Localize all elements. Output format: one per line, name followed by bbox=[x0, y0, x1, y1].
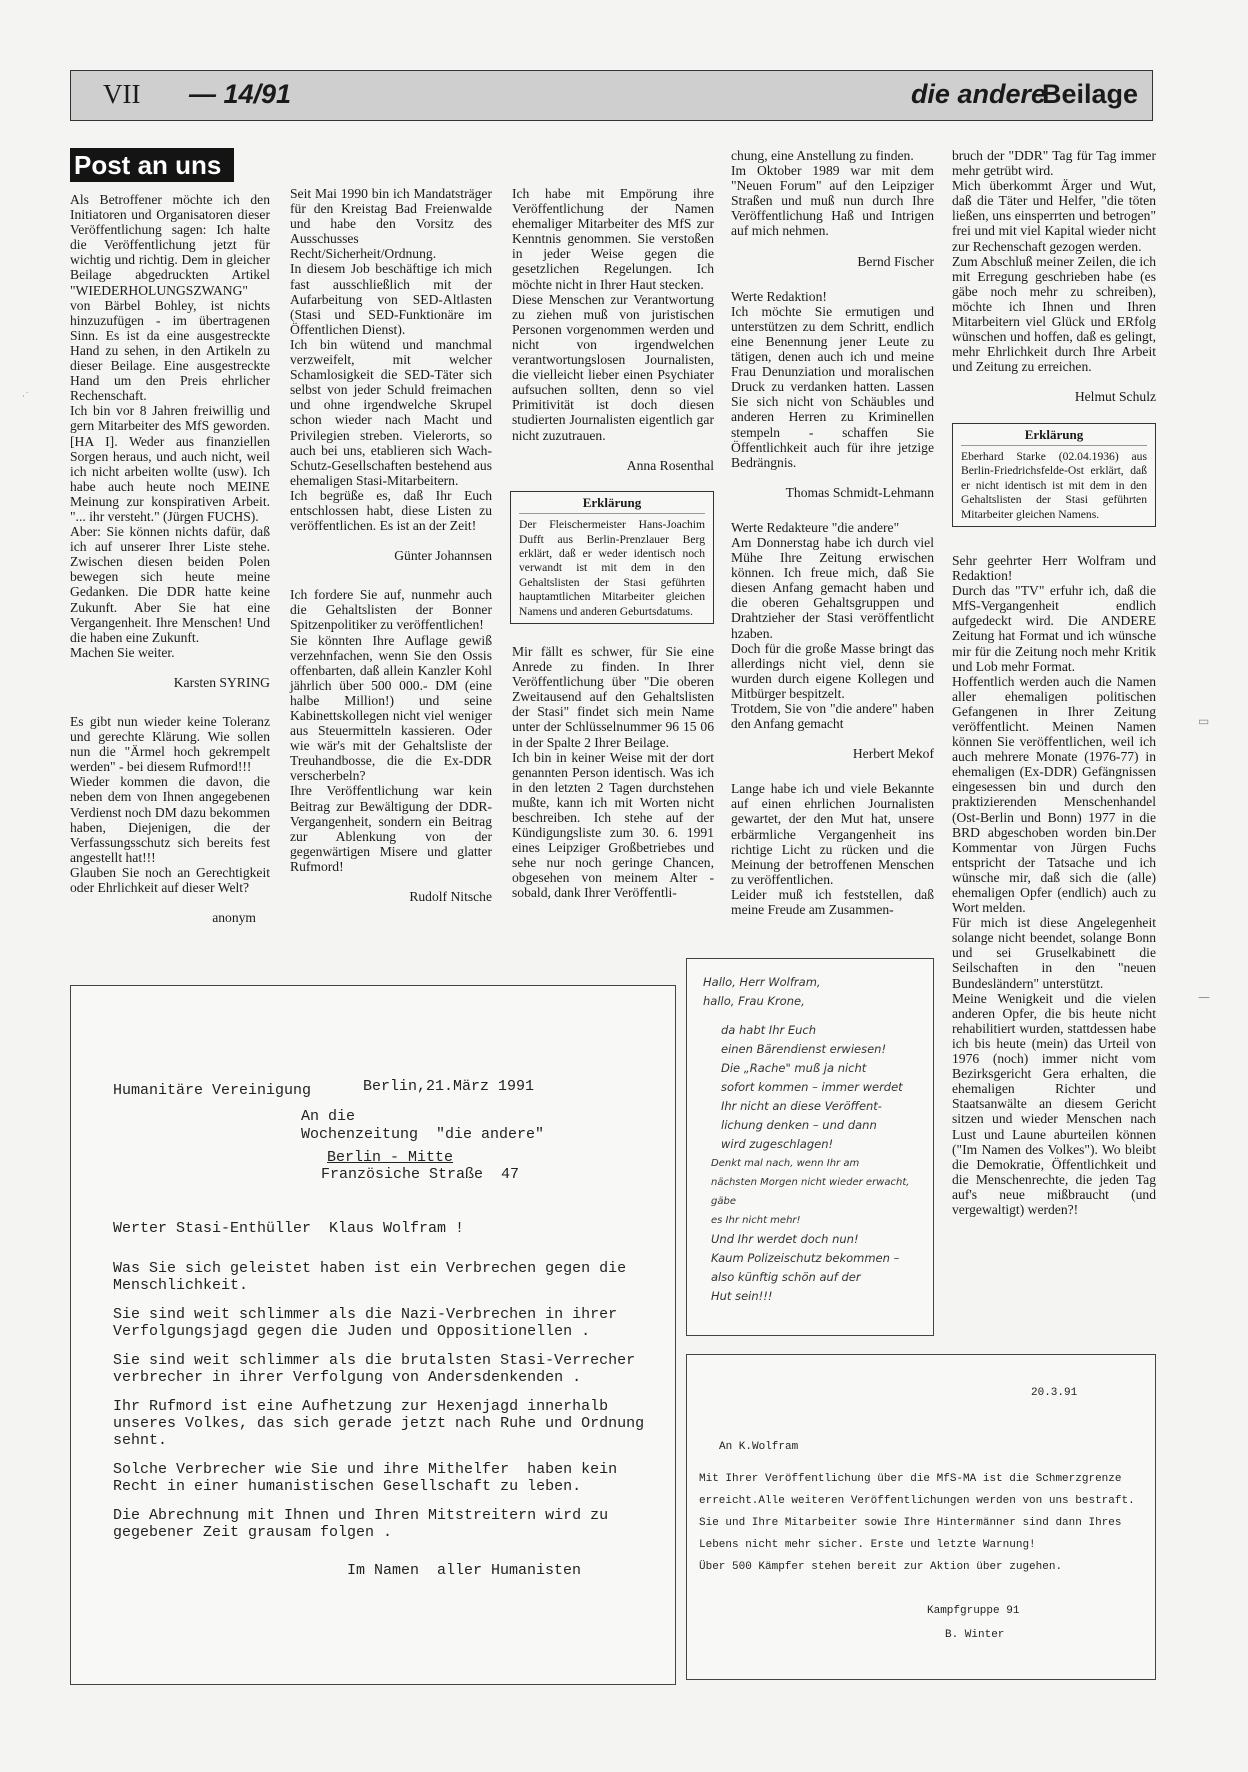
letter-line: verbrecher in ihrer Verfolgung von Andersdenkenden . bbox=[113, 1369, 582, 1386]
letter-org: Humanitäre Vereinigung bbox=[113, 1082, 312, 1099]
letter-line: sehnt. bbox=[113, 1432, 168, 1449]
letter-line: Über 500 Kämpfer stehen bereit zur Aktion über zugehen. bbox=[699, 1561, 1063, 1573]
declaration-text: Eberhard Starke (02.04.1936) aus Berlin-Friedrichsfelde-Ost erklärt, daß er nicht identisch ist mit dem in den Gehaltslisten der Stasi geführten Mitarbeiter gleichen Namens. bbox=[961, 449, 1147, 521]
letter-signature: Anna Rosenthal bbox=[626, 457, 714, 473]
letter-line: Ihr Rufmord ist eine Aufhetzung zur Hexenjagd innerhalb bbox=[113, 1398, 609, 1415]
note-line: Kaum Polizeischutz bekommen – bbox=[711, 1251, 900, 1265]
letter-signature: Thomas Schmidt-Lehmann bbox=[785, 484, 934, 500]
letter-signature: Günter Johannsen bbox=[394, 548, 492, 564]
declaration-text: Der Fleischermeister Hans-Joachim Dufft aus Berlin-Prenzlauer Berg erklärt, daß er weder identisch noch verwandt ist mit dem in den Gehaltslisten der Stasi geführten hauptamtlichen Mitarbeiter gleichen Namens und anderen Geburtsdatums. bbox=[519, 518, 705, 618]
letter-signature: Bernd Fischer bbox=[857, 253, 934, 269]
letter-text: chung, eine Anstellung zu finden. Im Oktober 1989 war mit dem "Neuen Forum" auf den Leipziger Straßen und muß nun durch Ihre Veröffentlichung Haß und Intrigen auf mich nehmen. bbox=[731, 148, 934, 239]
note-line: Hut sein!!! bbox=[711, 1289, 773, 1303]
letter-line: Sie sind weit schlimmer als die brutalsten Stasi-Verrecher bbox=[113, 1352, 636, 1369]
letter-line: Mit Ihrer Veröffentlichung über die MfS-MA ist die Schmerzgrenze bbox=[699, 1473, 1122, 1485]
column-1 bbox=[70, 192, 270, 943]
publication-name: die andere bbox=[910, 79, 1046, 109]
note-line: einen Bärendienst erwiesen! bbox=[721, 1042, 887, 1056]
letter-closing: Im Namen aller Humanisten bbox=[347, 1562, 582, 1579]
handwritten-note bbox=[686, 958, 934, 1336]
note-line: wird zugeschlagen! bbox=[721, 1137, 834, 1151]
letter-text: Ich fordere Sie auf, nunmehr auch die Gehaltslisten der Bonner Spitzenpolitiker zu veröffentlichen! Sie könnten Ihre Auflage gewiß verzehnfachen, wenn Sie den Ossis offenbarten, daß allein Kanzler Kohl jährlich über 500 000.- DM (eine halbe Million!) und seine Kabinettskollegen nicht viel weniger aus Steuermitteln kassieren. Oder wie wär's mit der Gehaltsliste der Treuhandbosse, die die Ex-DDR verscherbeln? Ihre Veröffentlichung war kein Beitrag zur Bewältigung der DDR-Vergangenheit, sondern ein Beitrag zur Ablenkung von der gegenwärtigen Misere und glatter Rufmord! bbox=[290, 587, 492, 874]
note-line: da habt Ihr Euch bbox=[721, 1023, 817, 1037]
letter-line: Die Abrechnung mit Ihnen und Ihren Mitstreitern wird zu bbox=[113, 1507, 609, 1524]
note-line: Die „Rache" muß ja nicht bbox=[721, 1061, 867, 1075]
note-line: Denkt mal nach, wenn Ihr am bbox=[711, 1158, 860, 1169]
letter-text: Seit Mai 1990 bin ich Mandatsträger für den Kreistag Bad Freienwalde und habe den Vorsitz des Ausschusses Recht/Sicherheit/Ordnung. In diesem Job beschäftige ich mich fast ausschließlich mit der Aufarbeitung von SED-Altlasten (Stasi und SED-Funktionäre im Öffentlichen Dienst). Ich bin wütend und manchmal verzweifelt, mit welcher Schamlosigkeit die SED-Täter sich selbst von jeder Schuld freimachen und ohne irgendwelche Skrupel schon wieder nach Macht und Privilegien streben. Vielerorts, so auch bei uns, etablieren sich Wach-Schutz-Gesellschaften bestehend aus ehemaligen Stasi-Mitarbeitern. Ich begrüße es, daß Ihr Euch entschlossen habt, diese Listen zu veröffentlichen. Es ist an der Zeit! bbox=[290, 186, 492, 534]
scan-mark: ·˙ bbox=[22, 392, 30, 402]
section-name: Beilage bbox=[1041, 79, 1138, 109]
note-line: sofort kommen – immer werdet bbox=[721, 1080, 903, 1094]
page-header bbox=[70, 70, 1153, 121]
note-line: Und Ihr werdet doch nun! bbox=[711, 1232, 859, 1246]
letter-signature: B. Winter bbox=[945, 1629, 1005, 1641]
letter-line: Verfolgungsjagd gegen die Juden und Oppositionellen . bbox=[113, 1323, 591, 1340]
letter-address: Wochenzeitung "die andere" bbox=[301, 1126, 545, 1143]
letter-to: An K.Wolfram bbox=[719, 1441, 799, 1453]
letter-signature: Kampfgruppe 91 bbox=[927, 1605, 1020, 1617]
letter-text: Lange habe ich und viele Bekannte auf einen ehrlichen Journalisten gewartet, der den Mut hat, unsere erbärmliche Vergangenheit ins richtige Licht zu rücken und die Meinung der betroffenen Menschen zu veröffentlichen. Leider muß ich feststellen, daß meine Freude am Zusammen- bbox=[731, 781, 934, 918]
letter-line: Solche Verbrecher wie Sie und ihre Mithelfer haben kein bbox=[113, 1461, 618, 1478]
letter-text: Ich habe mit Empörung ihre Veröffentlichung der Namen ehemaliger Mitarbeiter des MfS zur Kenntnis genommen. Sie verstoßen in jeder Weise gegen die gesetzlichen Regelungen. Ich möchte nicht in Ihrer Haut stecken. Diese Menschen zur Verantwortung zu ziehen muß von juristischen Personen vorgenommen werden und nicht von irgendwelchen verantwortungslosen Journalisten, die vielleicht lieber einen Psychiater aufsuchen sollten, denn so viel Primitivität ist doch diesen studierten Journalisten eigentlich gar nicht zuzutrauen. bbox=[512, 186, 714, 443]
letter-text: Werte Redakteure "die andere" Am Donnerstag habe ich durch viel Mühe Ihre Zeitung erwischen können. Ich freue mich, daß Sie diesen Anfang gemacht haben und die oberen Gehaltsgruppen und Drahtzieher der Stasi veröffentlicht hzaben. Doch für die große Masse bringt das allerdings nicht viel, denn sie wurden durch eigene Kollegen und Mitbürger bespitzelt. Trotdem, Sie von "die andere" haben den Anfang gemacht bbox=[731, 519, 934, 732]
letter-line: erreicht.Alle weiteren Veröffentlichungen werden von uns bestraft. bbox=[699, 1495, 1135, 1507]
issue-number: — 14/91 bbox=[189, 79, 292, 109]
note-line: lichung denken – und dann bbox=[721, 1118, 877, 1132]
letter-signature: Helmut Schulz bbox=[1074, 389, 1156, 405]
letter-line: Was Sie sich geleistet haben ist ein Verbrechen gegen die bbox=[113, 1260, 627, 1277]
letter-salutation: Werter Stasi-Enthüller Klaus Wolfram ! bbox=[113, 1220, 465, 1237]
letter-text: Als Betroffener möchte ich den Initiatoren und Organisatoren dieser Veröffentlichung sagen: Ich halte die Veröffentlichung jetzt für wichtig und richtig. Dem in gleicher Beilage abgedruckten Artikel "WIEDERHOLUNGSZWANG" von Bärbel Bohley, ist nichts hinzuzufügen - im übertragenen Sinn. Es ist da eine ausgestreckte Hand zu sehen, in den Artikeln zu dieser Beilage. Eine ausgestreckte Hand um den Preis ehrlicher Rechenschaft. Ich bin vor 8 Jahren freiwillig und gern Mitarbeiter des MfS geworden. [HA I]. Weder aus finanziellen Sorgen heraus, und auch nicht, weil ich nicht arbeiten wollte (usw). Ich habe auch heute noch MEINE Meinung zur konspirativen Arbeit. "... ihr versteht." (Jürgen FUCHS). Aber: Sie können nichts dafür, daß ich auf unserer Ihrer Liste stehe. Zwischen diesen beiden Polen bewegen sich heute meine Gedanken. Die DDR hatte keine Zukunft. Aber Sie hat eine Vergangenheit. Ihre Menschen! Und die haben eine Zukunft. Machen Sie weiter. bbox=[70, 192, 270, 660]
letter-line: gegebener Zeit grausam folgen . bbox=[113, 1524, 393, 1541]
letter-text: Sehr geehrter Herr Wolfram und Redaktion! Durch das "TV" erfuhr ich, daß die MfS-Vergangenheit endlich aufgedeckt wird. Die ANDERE Zeitung hat Format und ich wünsche mir für die Zeitung noch mehr Kritik und Lob mehr Format. Hoffentlich werden auch die Namen aller ehemaligen politischen Gefangenen in Ihrer Zeitung veröffentlicht. Meinen Namen können Sie veröffentlichen, weil ich auch mehrere Monate (1976-77) in ehemaligen (Ex-DDR) Gefängnissen eingesessen bin und durch den praktizierenden Menschenhandel (Ost-Berlin und Bonn) 1977 in die BRD abgeschoben worden bin.Der Kommentar von Jürgen Fuchs entspricht der Tatsache und ich wünsche mir, daß sich die (alle) ehemaligen Opfer (endlich) auch zu Wort melden. Für mich ist diese Angelegenheit solange nicht beendet, solange Bonn und sei Gruselkabinett die Seilschaften in den "neuen Bundesländern" unterstützt. Meine Wenigkeit und die vielen anderen Opfer, die bis heute nicht rehabilitiert wurden, stattdessen habe ich bis heute (mein) das Urteil von 1976 (noch) immer nicht vom Bezirksgericht Gera erhalten, die ehemaligen Richter und Staatsanwälte an diesem Gericht sitzen und wieder Menschen nach Lust und Laune aburteilen können ("Im Namen des Volkes"). Wo bleibt die Demokratie, Öffentlichkeit und die Menschenrechte, die jeden Tag auf's neue mißbraucht (und vergewaltigt) werden?! bbox=[952, 552, 1156, 1217]
scan-mark: — bbox=[1198, 990, 1210, 1004]
note-line: Ihr nicht an diese Veröffent- bbox=[721, 1099, 882, 1113]
page-number: VII bbox=[103, 79, 141, 109]
note-line: nächsten Morgen nicht wieder erwacht, gäbe bbox=[711, 1177, 910, 1207]
letter-signature: Herbert Mekof bbox=[852, 746, 934, 762]
declaration-box bbox=[510, 491, 714, 624]
note-line: Hallo, Herr Wolfram, bbox=[703, 975, 821, 989]
letter-kampfgruppe bbox=[686, 1354, 1156, 1680]
letter-address: An die bbox=[301, 1108, 356, 1125]
letter-date: Berlin,21.März 1991 bbox=[363, 1078, 535, 1095]
column-2 bbox=[290, 186, 492, 922]
letter-address: Berlin - Mitte bbox=[327, 1149, 454, 1166]
letter-text: Werte Redaktion! Ich möchte Sie ermutigen und unterstützen zu dem Schritt, endlich eine Benennung jener Leute zu tätigen, denen auch ich und meine Frau Denunziation und moralischen Druck zu verdanken hatten. Lassen Sie sich nicht von Schäubles und anderen Herren zu Kriminellen stempeln - schaffen Sie Öffentlichkeit auch für ihre jetzige Bedrängnis. bbox=[731, 288, 934, 470]
section-title: Post an uns bbox=[70, 148, 234, 182]
letter-date: 20.3.91 bbox=[1031, 1387, 1078, 1399]
letter-line: unseres Volkes, das sich gerade jetzt nach Ruhe und Ordnung bbox=[113, 1415, 645, 1432]
letter-line: Menschlichkeit. bbox=[113, 1277, 249, 1294]
note-line: hallo, Frau Krone, bbox=[703, 994, 805, 1008]
letter-line: Lebens nicht mehr sicher. Erste und letzte Warnung! bbox=[699, 1539, 1036, 1551]
column-4 bbox=[731, 148, 934, 932]
letter-text: Mir fällt es schwer, für Sie eine Anrede zu finden. In Ihrer Veröffentlichung über "Die oberen Zweitausend auf den Gehaltslisten der Stasi" findet sich mein Name unter der Schlüsselnummer 96 15 06 in der Spalte 2 Ihrer Beilage. Ich bin in keiner Weise mit der dort genannten Person identisch. Was ich in den letzten 2 Tagen durchstehen mußte, kann ich mit Worten nicht beschreiben. Ich stehe auf der Kündigungsliste zum 30. 6. 1991 eines Leipziger Großbetriebes und sehe nur noch geringe Chancen, obgesehen von meinem Alter - sobald, dank Ihrer Veröffentli- bbox=[512, 643, 714, 901]
declaration-box bbox=[952, 423, 1156, 527]
letter-signature: Karsten SYRING bbox=[173, 674, 270, 690]
letter-line: Sie sind weit schlimmer als die Nazi-Verbrechen in ihrer bbox=[113, 1306, 618, 1323]
letter-line: Recht in einer humanistischen Gesellschaft zu leben. bbox=[113, 1478, 582, 1495]
scan-mark: ▭ bbox=[1198, 714, 1210, 728]
letter-signature: anonym bbox=[212, 910, 256, 926]
letter-line: Sie und Ihre Mitarbeiter sowie Ihre Hintermänner sind dann Ihres bbox=[699, 1517, 1122, 1529]
letter-text: Es gibt nun wieder keine Toleranz und gerechte Klärung. Wie sollen nun die "Ärmel hoch gekrempelt werden" - bei diesem Rufmord!!! Wieder kommen die davon, die neben dem von Ihnen angegebenen Verdienst noch DM dazu bekommen haben, Diejenigen, die der Verfassungsschutz sich bereits fest angestellt hat!!! Glauben Sie noch an Gerechtigkeit oder Ehrlichkeit auf dieser Welt? bbox=[70, 714, 270, 896]
letter-address: Französiche Straße 47 bbox=[321, 1166, 520, 1183]
letter-signature: Rudolf Nitsche bbox=[409, 889, 492, 905]
note-line: es Ihr nicht mehr! bbox=[711, 1215, 801, 1226]
column-3 bbox=[512, 186, 714, 916]
declaration-title: Erklärung bbox=[519, 496, 705, 514]
note-line: also künftig schön auf der bbox=[711, 1270, 861, 1284]
column-5 bbox=[952, 148, 1156, 1232]
letter-text: bruch der "DDR" Tag für Tag immer mehr getrübt wird. Mich überkommt Ärger und Wut, daß die Täter und Helfer, "die töten ließen, uns einsperrten und betrogen" frei und mit viel Kapital wieder nicht zur Rechenschaft gezogen werden. Zum Abschluß meiner Zeilen, die ich mit Erregung geschrieben habe (es gäbe noch mehr zu schreiben), möchte ich Ihnen und Ihren Mitarbeitern viel Glück und ERfolg wünschen und hoffen, daß es gelingt, mehr Ehrlichkeit durch Ihre Arbeit und Zeitung zu erreichen. bbox=[952, 148, 1156, 375]
letter-humanitaere-vereinigung bbox=[70, 985, 676, 1685]
declaration-title: Erklärung bbox=[961, 428, 1147, 446]
